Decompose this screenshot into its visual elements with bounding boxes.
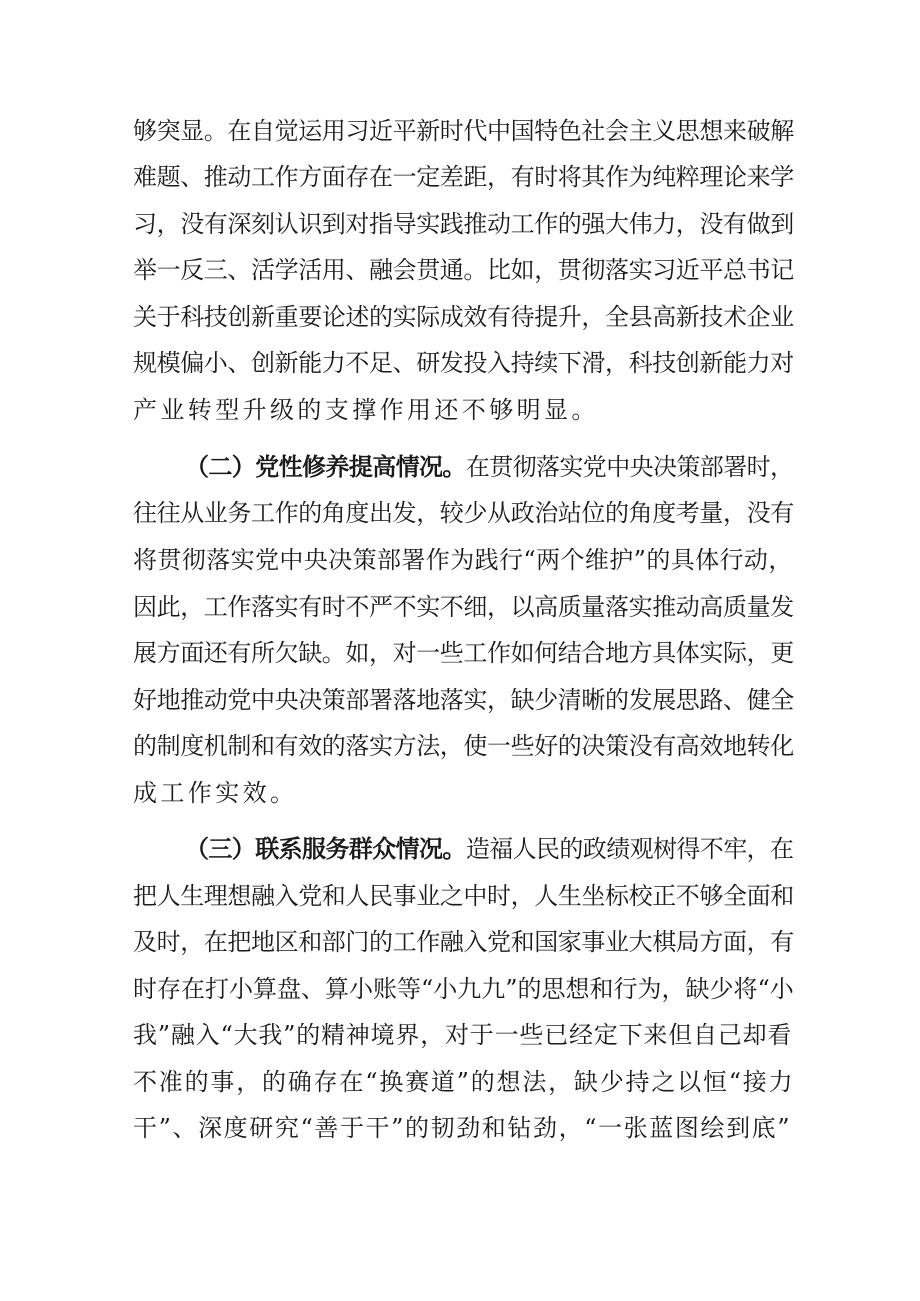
text-line: 把人生理想融入党和人民事业之中时，人生坐标校正不够全面和 bbox=[133, 882, 794, 910]
section-heading-line: （三）联系服务群众情况。造福人民的政绩观树得不牢，在 bbox=[185, 835, 794, 863]
text-line: 不准的事，的确存在“换赛道”的想法，缺少持之以恒“接力 bbox=[133, 1068, 795, 1096]
text-line: 将贯彻落实党中央决策部署作为践行“两个维护”的具体行动， bbox=[133, 546, 793, 574]
text-line: 关于科技创新重要论述的实际成效有待提升，全县高新技术企业 bbox=[133, 303, 794, 331]
text-line: 及时，在把地区和部门的工作融入党和国家事业大棋局方面，有 bbox=[133, 928, 794, 956]
text-line: 往往从业务工作的角度出发，较少从政治站位的角度考量，没有 bbox=[133, 499, 794, 527]
text-line: 成工作实效。 bbox=[133, 779, 298, 807]
text-line: 举一反三、活学活用、融会贯通。比如，贯彻落实习近平总书记 bbox=[133, 256, 794, 284]
text-line: 难题、推动工作方面存在一定差距，有时将其作为纯粹理论来学 bbox=[133, 163, 794, 191]
text-line: 规模偏小、创新能力不足、研发投入持续下滑，科技创新能力对 bbox=[133, 349, 794, 377]
text-line: 的制度机制和有效的落实方法，使一些好的决策没有高效地转化 bbox=[133, 732, 794, 760]
text-line: 时存在打小算盘、算小账等“小九九”的思想和行为，缺少将“小 bbox=[133, 975, 794, 1003]
section-heading-line: （二）党性修养提高情况。在贯彻落实党中央决策部署时， bbox=[185, 453, 794, 481]
text-line: 因此，工作落实有时不严不实不细，以高质量落实推动高质量发 bbox=[133, 593, 794, 621]
text-line: 展方面还有所欠缺。如，对一些工作如何结合地方具体实际，更 bbox=[133, 639, 794, 667]
text-line: 我”融入“大我”的精神境界，对于一些已经定下来但自己却看 bbox=[133, 1021, 793, 1049]
section-heading: （三）联系服务群众情况。 bbox=[185, 835, 466, 863]
text-line: 干”、深度研究“善于干”的韧劲和钻劲，“一张蓝图绘到底” bbox=[133, 1114, 792, 1142]
section-heading: （二）党性修养提高情况。 bbox=[185, 453, 466, 481]
text-line: 习，没有深刻认识到对指导实践推动工作的强大伟力，没有做到 bbox=[133, 210, 794, 238]
text-line: 产业转型升级的支撑作用还不够明显。 bbox=[133, 396, 599, 424]
text-line: 够突显。在自觉运用习近平新时代中国特色社会主义思想来破解 bbox=[133, 117, 794, 145]
text-line: 好地推动党中央决策部署落地落实，缺少清晰的发展思路、健全 bbox=[133, 686, 794, 714]
